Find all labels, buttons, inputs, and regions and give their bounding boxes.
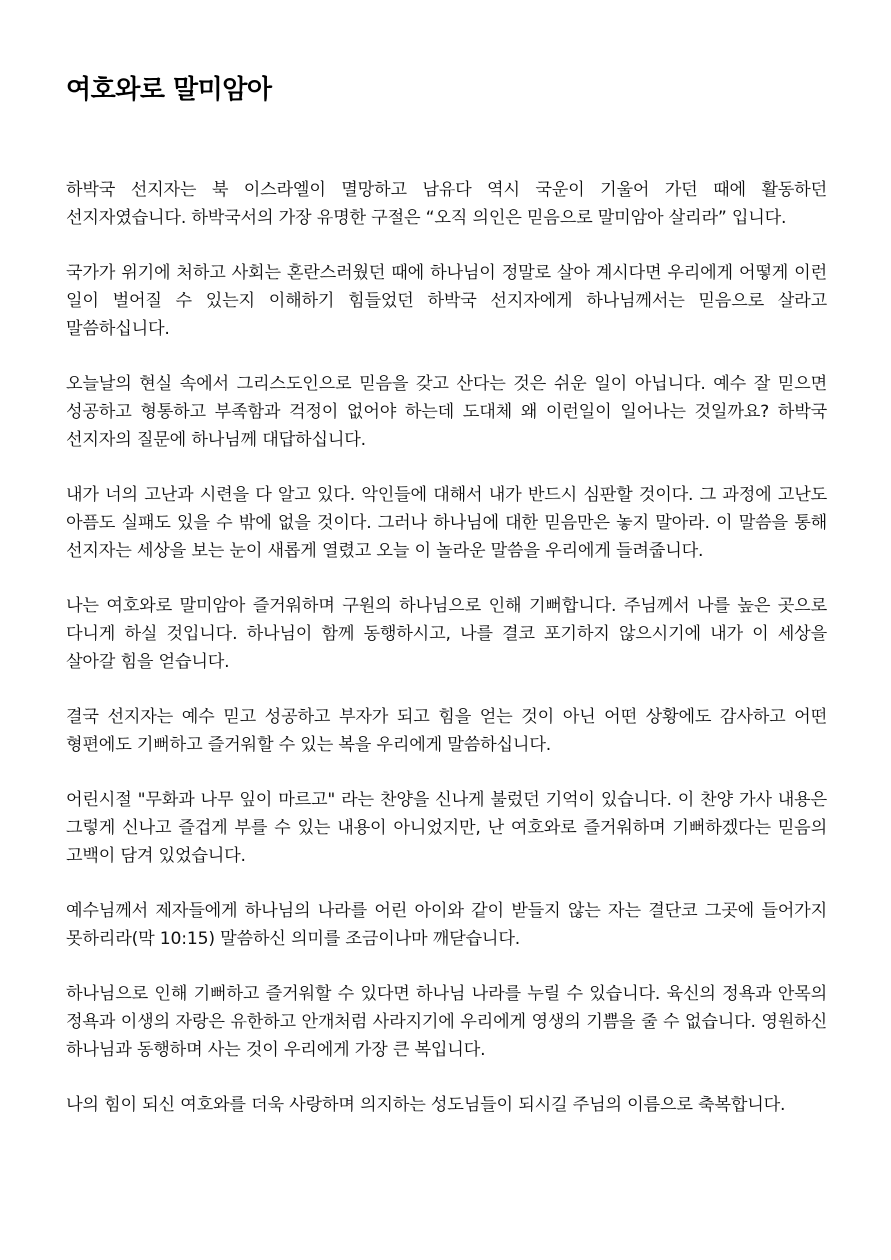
paragraph-8: 예수님께서 제자들에게 하나님의 나라를 어린 아이와 같이 받들지 않는 자는 결단코 그곳에 들어가지 못하리라(막 10:15) 말씀하신 의미를 조금이나마 깨닫습니다.	[66, 901, 827, 949]
document-body	[66, 176, 827, 1119]
paragraph-2: 국가가 위기에 처하고 사회는 혼란스러웠던 때에 하나님이 정말로 살아 계시다면 우리에게 어떻게 이런 일이 벌어질 수 있는지 이해하기 힘들었던 하박국 선지자에게 하나님께서는 믿음으로 살라고 말씀하십니다.	[66, 263, 827, 339]
paragraph-3: 오늘날의 현실 속에서 그리스도인으로 믿음을 갖고 산다는 것은 쉬운 일이 아닙니다. 예수 잘 믿으면 성공하고 형통하고 부족함과 걱정이 없어야 하는데 도대체 왜 이런일이 일어나는 것일까요? 하박국 선지자의 질문에 하나님께 대답하십니다.	[66, 374, 827, 450]
page-title: 여호와로 말미암아	[66, 75, 272, 105]
paragraph-9: 하나님으로 인해 기뻐하고 즐거워할 수 있다면 하나님 나라를 누릴 수 있습니다. 육신의 정욕과 안목의 정욕과 이생의 자랑은 유한하고 안개처럼 사라지기에 우리에게 영생의 기쁨을 줄 수 없습니다. 영원하신 하나님과 동행하며 사는 것이 우리에게 가장 큰 복입니다.	[66, 984, 827, 1060]
paragraph-7: 어린시절 "무화과 나무 잎이 마르고" 라는 찬양을 신나게 불렀던 기억이 있습니다. 이 찬양 가사 내용은 그렇게 신나고 즐겁게 부를 수 있는 내용이 아니었지만, 난 여호와로 즐거워하며 기뻐하겠다는 믿음의 고백이 담겨 있었습니다.	[66, 790, 827, 866]
paragraph-10: 나의 힘이 되신 여호와를 더욱 사랑하며 의지하는 성도님들이 되시길 주님의 이름으로 축복합니다.	[66, 1095, 786, 1115]
paragraph-1: 하박국 선지자는 북 이스라엘이 멸망하고 남유다 역시 국운이 기울어 가던 때에 활동하던 선지자였습니다. 하박국서의 가장 유명한 구절은 “오직 의인은 믿음으로 말미암아 살리라” 입니다.	[66, 180, 827, 228]
paragraph-6: 결국 선지자는 예수 믿고 성공하고 부자가 되고 힘을 얻는 것이 아닌 어떤 상황에도 감사하고 어떤 형편에도 기뻐하고 즐거워할 수 있는 복을 우리에게 말씀하십니다.	[66, 707, 827, 755]
paragraph-5: 나는 여호와로 말미암아 즐거워하며 구원의 하나님으로 인해 기뻐합니다. 주님께서 나를 높은 곳으로 다니게 하실 것입니다. 하나님이 함께 동행하시고, 나를 결코 포기하지 않으시기에 내가 이 세상을 살아갈 힘을 얻습니다.	[66, 596, 827, 672]
paragraph-4: 내가 너의 고난과 시련을 다 알고 있다. 악인들에 대해서 내가 반드시 심판할 것이다. 그 과정에 고난도 아픔도 실패도 있을 수 밖에 없을 것이다. 그러나 하나님에 대한 믿음만은 놓지 말아라. 이 말씀을 통해 선지자는 세상을 보는 눈이 새롭게 열렸고 오늘 이 놀라운 말씀을 우리에게 들려줍니다.	[66, 485, 827, 561]
